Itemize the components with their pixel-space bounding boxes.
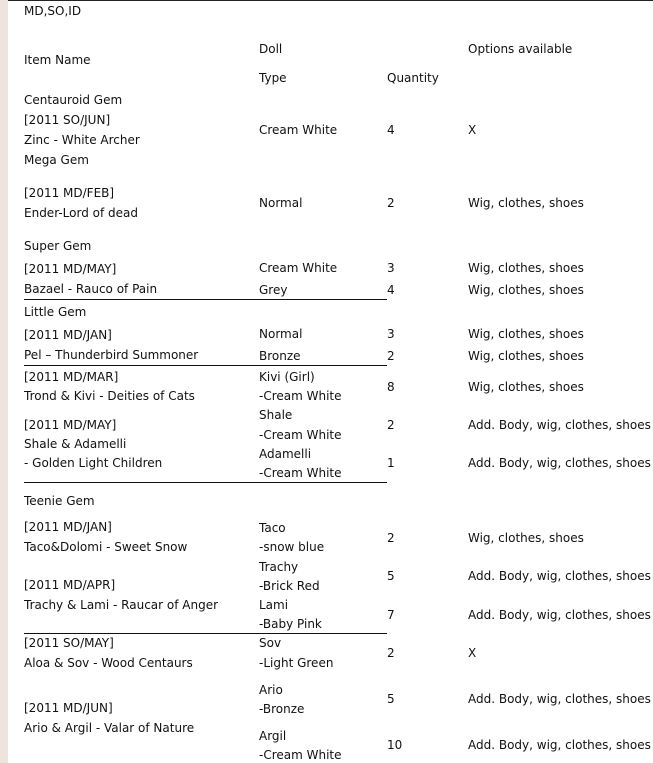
- section-heading-centauroid: Centauroid Gem: [24, 93, 123, 107]
- doll-color: -Cream White: [259, 748, 342, 762]
- options: Wig, clothes, shoes: [468, 349, 584, 363]
- row-divider: [24, 365, 387, 366]
- item-code: [2011 MD/JUN]: [24, 701, 113, 715]
- item-name: Pel – Thunderbird Summoner: [24, 348, 199, 362]
- quantity: 5: [387, 569, 395, 583]
- doll-type: Cream White: [259, 123, 338, 137]
- options: Add. Body, wig, clothes, shoes: [468, 608, 651, 622]
- quantity: 2: [387, 349, 395, 363]
- quantity: 2: [387, 646, 395, 660]
- item-code: [2011 MD/FEB]: [24, 186, 115, 200]
- doll-type: Cream White: [259, 261, 338, 275]
- item-code: [2011 SO/JUN]: [24, 113, 111, 127]
- column-header-item-name: Item Name: [24, 53, 91, 67]
- options: Wig, clothes, shoes: [468, 380, 584, 394]
- doll-color: -Light Green: [259, 656, 334, 670]
- item-name: Shale & Adamelli: [24, 437, 127, 451]
- options: Add. Body, wig, clothes, shoes: [468, 692, 651, 706]
- options: Add. Body, wig, clothes, shoes: [468, 738, 651, 752]
- left-border-bar: [0, 0, 8, 763]
- column-header-doll: Doll: [259, 42, 283, 56]
- item-name-continued: - Golden Light Children: [24, 456, 163, 470]
- doll-type: Kivi (Girl): [259, 370, 315, 384]
- doll-color: -Brick Red: [259, 579, 320, 593]
- section-heading-super: Super Gem: [24, 239, 92, 253]
- top-rule: [8, 0, 653, 1]
- options: X: [468, 123, 477, 137]
- doll-type: Argil: [259, 729, 287, 743]
- options: Add. Body, wig, clothes, shoes: [468, 569, 651, 583]
- doll-color: -Cream White: [259, 389, 342, 403]
- doll-type: Taco: [259, 521, 286, 535]
- doll-type: Shale: [259, 408, 293, 422]
- quantity: 8: [387, 380, 395, 394]
- column-header-quantity: Quantity: [387, 71, 439, 85]
- row-divider: [24, 633, 387, 634]
- options: Wig, clothes, shoes: [468, 531, 584, 545]
- item-name: Taco&Dolomi - Sweet Snow: [24, 540, 188, 554]
- quantity: 2: [387, 418, 395, 432]
- doll-color: -Cream White: [259, 466, 342, 480]
- quantity: 4: [387, 283, 395, 297]
- doll-color: -Baby Pink: [259, 617, 322, 631]
- column-header-type: Type: [259, 71, 287, 85]
- quantity: 5: [387, 692, 395, 706]
- doll-type: Bronze: [259, 349, 301, 363]
- doll-type: Adamelli: [259, 447, 312, 461]
- quantity: 3: [387, 327, 395, 341]
- doll-type: Grey: [259, 283, 288, 297]
- item-name: Ender-Lord of dead: [24, 206, 139, 220]
- item-code: [2011 MD/MAY]: [24, 262, 117, 276]
- item-name: Aloa & Sov - Wood Centaurs: [24, 656, 193, 670]
- quantity: 4: [387, 123, 395, 137]
- item-name: Trachy & Lami - Raucar of Anger: [24, 598, 219, 612]
- quantity: 1: [387, 456, 395, 470]
- quantity: 10: [387, 738, 403, 752]
- doll-type: Normal: [259, 196, 303, 210]
- doll-type: Sov: [259, 636, 282, 650]
- doll-type: Trachy: [259, 560, 299, 574]
- doll-color: -Cream White: [259, 428, 342, 442]
- options: Wig, clothes, shoes: [468, 196, 584, 210]
- item-name: Ario & Argil - Valar of Nature: [24, 721, 195, 735]
- options: Add. Body, wig, clothes, shoes: [468, 418, 651, 432]
- item-name: Zinc - White Archer: [24, 133, 140, 147]
- item-name: Bazael - Rauco of Pain: [24, 282, 158, 296]
- options: Wig, clothes, shoes: [468, 261, 584, 275]
- row-divider: [24, 299, 387, 300]
- column-header-options: Options available: [468, 42, 573, 56]
- item-code: [2011 MD/MAR]: [24, 370, 119, 384]
- quantity: 3: [387, 261, 395, 275]
- options: Wig, clothes, shoes: [468, 283, 584, 297]
- options: Add. Body, wig, clothes, shoes: [468, 456, 651, 470]
- doll-type: Lami: [259, 598, 289, 612]
- options: Wig, clothes, shoes: [468, 327, 584, 341]
- section-heading-teenie: Teenie Gem: [24, 494, 95, 508]
- doll-type: Ario: [259, 683, 283, 697]
- item-code: [2011 MD/MAY]: [24, 418, 117, 432]
- page-title: MD,SO,ID: [24, 4, 82, 18]
- item-code: [2011 MD/JAN]: [24, 328, 112, 342]
- options: X: [468, 646, 477, 660]
- item-code: [2011 SO/MAY]: [24, 636, 114, 650]
- quantity: 2: [387, 531, 395, 545]
- item-code: [2011 MD/APR]: [24, 578, 116, 592]
- section-heading-little: Little Gem: [24, 305, 87, 319]
- quantity: 2: [387, 196, 395, 210]
- doll-color: -snow blue: [259, 540, 325, 554]
- doll-color: -Bronze: [259, 702, 305, 716]
- quantity: 7: [387, 608, 395, 622]
- row-divider: [24, 482, 387, 483]
- doll-type: Normal: [259, 327, 303, 341]
- section-heading-mega: Mega Gem: [24, 153, 89, 167]
- item-name: Trond & Kivi - Deities of Cats: [24, 389, 195, 403]
- item-code: [2011 MD/JAN]: [24, 520, 112, 534]
